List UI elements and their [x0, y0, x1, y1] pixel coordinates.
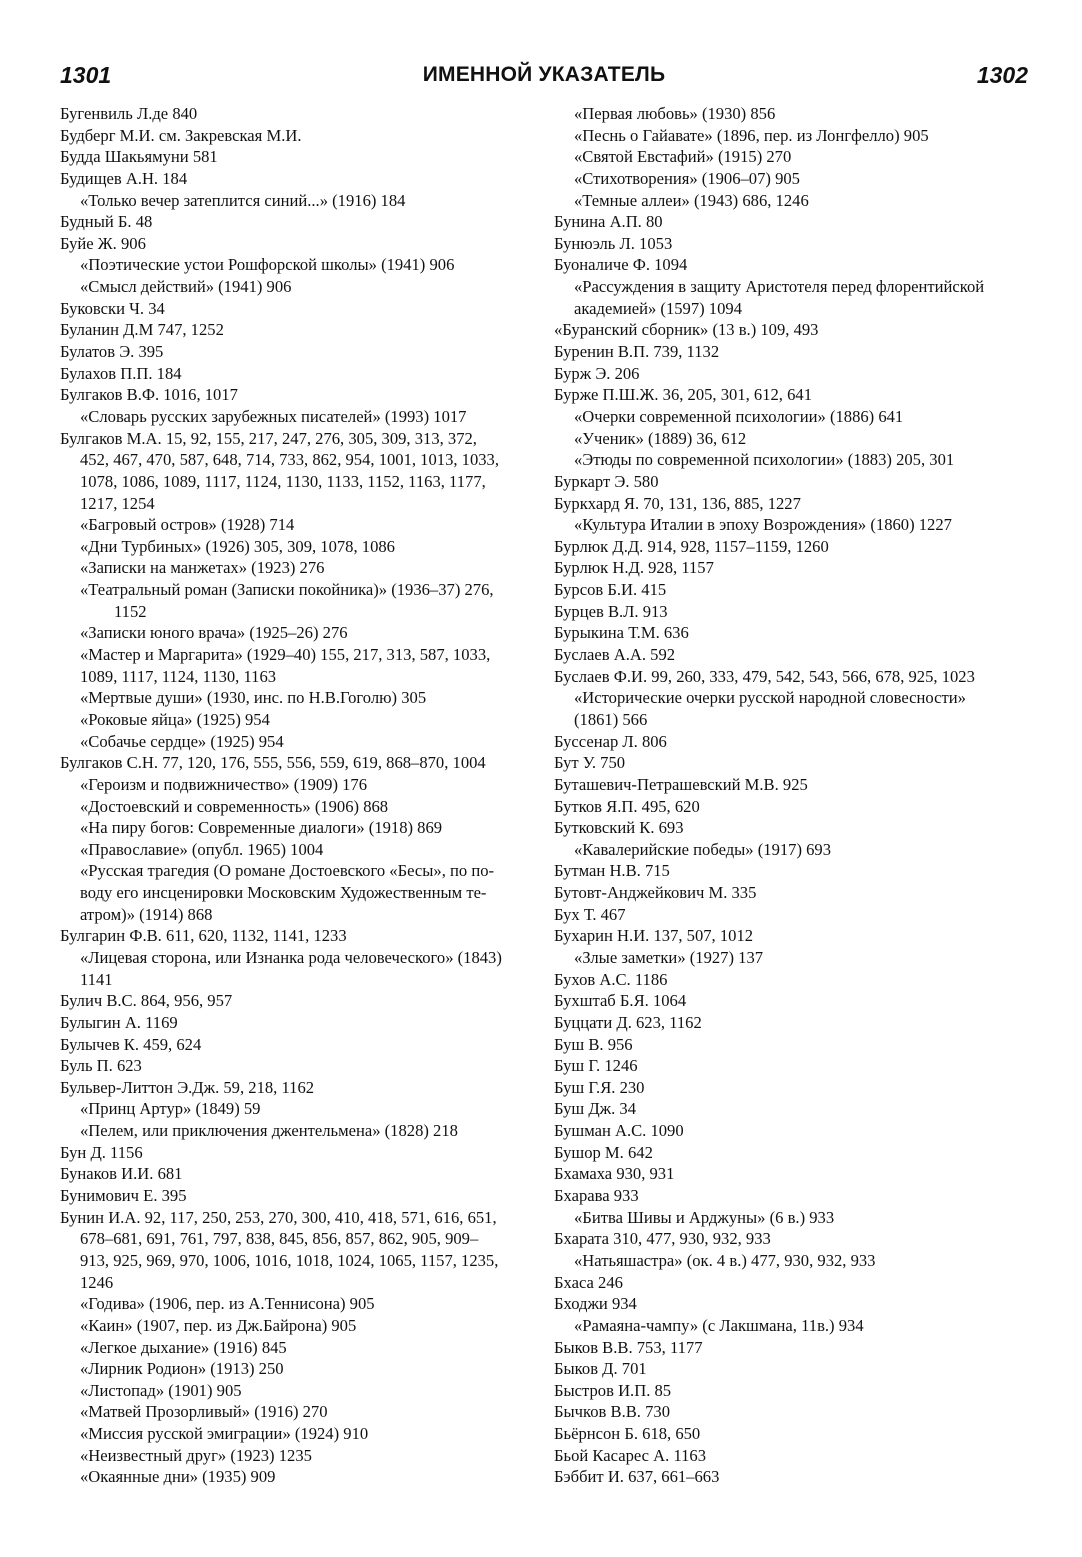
index-subentry: «Записки юного врача» (1925–26) 276	[80, 623, 348, 643]
index-subentry: «Смысл действий» (1941) 906	[80, 277, 292, 297]
index-subentry: «Стихотворения» (1906–07) 905	[574, 168, 800, 188]
index-entry: Бутков Я.П. 495, 620	[554, 796, 700, 816]
index-entry: Булыгин А. 1169	[60, 1012, 178, 1032]
index-subentry: «Битва Шивы и Арджуны» (6 в.) 933	[574, 1207, 835, 1227]
index-entry: Буслаев Ф.И. 99, 260, 333, 479, 542, 543, 566, 678, 925, 1023	[554, 666, 975, 686]
left-index-column	[60, 103, 528, 1488]
index-subentry: «Лирник Родион» (1913) 250	[80, 1359, 284, 1379]
index-entry: Быков Д. 701	[554, 1359, 647, 1379]
index-entry: Бьёрнсон Б. 618, 650	[554, 1424, 701, 1444]
index-entry: Бух Т. 467	[554, 904, 626, 924]
index-entry: Буш Дж. 34	[554, 1099, 637, 1119]
index-subentry: «Рамаяна-чампу» (с Лакшмана, 11в.) 934	[574, 1315, 864, 1335]
index-entry: Бульвер-Литтон Э.Дж. 59, 218, 1162	[60, 1077, 315, 1097]
index-subentry: «Мастер и Маргарита» (1929–40) 155, 217, 313, 587, 1033,	[80, 645, 491, 665]
index-subentry: «Этюды по современной психологии» (1883) 205, 301	[574, 450, 955, 470]
index-entry: Бутовт-Анджейкович М. 335	[554, 883, 757, 903]
index-subentry: 1217, 1254	[80, 493, 155, 513]
right-page-number: 1302	[976, 62, 1028, 88]
index-entry: Буренин В.П. 739, 1132	[554, 342, 720, 362]
index-entry: Буркарт Э. 580	[554, 471, 659, 491]
index-subentry: 678–681, 691, 761, 797, 838, 845, 856, 857, 862, 905, 909–	[80, 1229, 479, 1249]
index-entry: Буташевич-Петрашевский М.В. 925	[554, 774, 808, 794]
index-entry: Быстров И.П. 85	[554, 1380, 672, 1400]
index-entry: Буйе Ж. 906	[60, 233, 146, 253]
index-entry: Буслаев А.А. 592	[554, 645, 676, 665]
index-subentry: «Собачье сердце» (1925) 954	[80, 731, 284, 751]
index-entry: Бурыкина Т.М. 636	[554, 623, 689, 643]
index-subentry: «Очерки современной психологии» (1886) 641	[574, 406, 904, 426]
index-entry: Булгаков С.Н. 77, 120, 176, 555, 556, 559, 619, 868–870, 1004	[60, 753, 486, 773]
index-entry: Бун Д. 1156	[60, 1142, 143, 1162]
index-subentry: академией» (1597) 1094	[574, 298, 742, 318]
index-subentry: 1152	[114, 601, 147, 621]
index-subentry: 1089, 1117, 1124, 1130, 1163	[80, 666, 277, 686]
page-header	[60, 62, 1028, 92]
index-entry: Булахов П.П. 184	[60, 363, 182, 383]
index-entry: Булгарин Ф.В. 611, 620, 1132, 1141, 1233	[60, 926, 347, 946]
index-entry: Бэббит И. 637, 661–663	[554, 1467, 720, 1487]
index-entry: Бутман Н.В. 715	[554, 861, 670, 881]
index-entry: Бурлюк Д.Д. 914, 928, 1157–1159, 1260	[554, 536, 829, 556]
index-entry: Бурцев В.Л. 913	[554, 601, 668, 621]
index-subentry: «Окаянные дни» (1935) 909	[80, 1467, 276, 1487]
index-entry: Будищев А.Н. 184	[60, 168, 188, 188]
index-subentry: воду его инсценировки Московским Художественным те-	[80, 883, 487, 903]
index-entry: Бугенвиль Л.де 840	[60, 104, 198, 123]
index-subentry: «Годива» (1906, пер. из А.Теннисона) 905	[80, 1294, 375, 1314]
index-subentry: «Культура Италии в эпоху Возрождения» (1860) 1227	[574, 515, 952, 535]
index-subentry: «Кавалерийские победы» (1917) 693	[574, 839, 832, 859]
index-entry: Бходжи 934	[554, 1294, 637, 1314]
index-entry: Бхамаха 930, 931	[554, 1164, 675, 1184]
index-subentry: «Каин» (1907, пер. из Дж.Байрона) 905	[80, 1315, 357, 1335]
index-subentry: «Неизвестный друг» (1923) 1235	[80, 1445, 312, 1465]
index-subentry: «Словарь русских зарубежных писателей» (1993) 1017	[80, 406, 467, 426]
index-entry: Буш Г. 1246	[554, 1056, 638, 1076]
index-subentry: «Легкое дыхание» (1916) 845	[80, 1337, 287, 1357]
index-entry: Буоналиче Ф. 1094	[554, 255, 688, 275]
index-subentry: «Достоевский и современность» (1906) 868	[80, 796, 389, 816]
index-entry: Буш Г.Я. 230	[554, 1077, 645, 1097]
index-entry: Бунаков И.И. 681	[60, 1164, 183, 1184]
index-entry: Бут У. 750	[554, 753, 626, 773]
index-entry: Бьой Касарес А. 1163	[554, 1445, 707, 1465]
index-subentry: «Поэтические устои Рошфорской школы» (1941) 906	[80, 255, 455, 275]
index-entry: Бурж Э. 206	[554, 363, 640, 383]
index-entry: Булгаков М.А. 15, 92, 155, 217, 247, 276, 305, 309, 313, 372,	[60, 428, 477, 448]
index-subentry: «Только вечер затеплится синий...» (1916) 184	[80, 190, 406, 210]
index-entry: Бычков В.В. 730	[554, 1402, 670, 1422]
left-page-number: 1301	[60, 62, 112, 88]
index-subentry: «Злые заметки» (1927) 137	[574, 947, 764, 967]
index-entry: Бурсов Б.И. 415	[554, 580, 667, 600]
index-entry: Бхарата 310, 477, 930, 932, 933	[554, 1229, 771, 1249]
index-subentry: атром)» (1914) 868	[80, 904, 213, 924]
index-subentry: «Театральный роман (Записки покойника)» (1936–37) 276,	[80, 580, 494, 600]
index-entry: Бухштаб Б.Я. 1064	[554, 991, 687, 1011]
index-entry: Бунимович Е. 395	[60, 1186, 187, 1206]
index-subentry: «Русская трагедия (О романе Достоевского «Бесы», по по-	[80, 861, 495, 881]
index-subentry: «Песнь о Гайавате» (1896, пер. из Лонгфелло) 905	[574, 125, 929, 145]
index-entry: Булгаков В.Ф. 1016, 1017	[60, 385, 238, 405]
index-entry: Бухов А.С. 1186	[554, 969, 668, 989]
index-entry: Бурлюк Н.Д. 928, 1157	[554, 558, 714, 578]
index-subentry: «Героизм и подвижничество» (1909) 176	[80, 774, 368, 794]
index-subentry: «Исторические очерки русской народной словесности»	[574, 688, 966, 708]
index-subentry: «Святой Евстафий» (1915) 270	[574, 147, 792, 167]
index-subentry: «Ученик» (1889) 36, 612	[574, 428, 747, 448]
index-subentry: 913, 925, 969, 970, 1006, 1016, 1018, 1024, 1065, 1157, 1235,	[80, 1250, 499, 1270]
index-subentry: 1141	[80, 969, 113, 989]
index-entry: Будда Шакьямуни 581	[60, 147, 218, 167]
index-subentry: «Натьяшастра» (ок. 4 в.) 477, 930, 932, 933	[574, 1250, 876, 1270]
index-entry: Булич В.С. 864, 956, 957	[60, 991, 233, 1011]
index-subentry: «Дни Турбиных» (1926) 305, 309, 1078, 1086	[80, 536, 395, 556]
index-entry: Буркхард Я. 70, 131, 136, 885, 1227	[554, 493, 801, 513]
index-entry: Бухарин Н.И. 137, 507, 1012	[554, 926, 754, 946]
index-subentry: «На пиру богов: Современные диалоги» (1918) 869	[80, 818, 443, 838]
index-entry: Буланин Д.М 747, 1252	[60, 320, 224, 340]
index-entry: Бхаса 246	[554, 1272, 623, 1292]
index-entry: Буссенар Л. 806	[554, 731, 667, 751]
index-entry: Буш В. 956	[554, 1034, 633, 1054]
index-subentry: «Первая любовь» (1930) 856	[574, 104, 776, 123]
index-subentry: «Багровый остров» (1928) 714	[80, 515, 295, 535]
index-subentry: «Православие» (опубл. 1965) 1004	[80, 839, 324, 859]
index-subentry: «Роковые яйца» (1925) 954	[80, 709, 270, 729]
index-entry: Бунюэль Л. 1053	[554, 233, 673, 253]
index-entry: Бушман А.С. 1090	[554, 1121, 684, 1141]
index-entry: Бурже П.Ш.Ж. 36, 205, 301, 612, 641	[554, 385, 812, 405]
index-entry: Быков В.В. 753, 1177	[554, 1337, 703, 1357]
index-subentry: «Пелем, или приключения джентельмена» (1828) 218	[80, 1121, 458, 1141]
index-entry: Булычев К. 459, 624	[60, 1034, 202, 1054]
index-subentry: «Записки на манжетах» (1923) 276	[80, 558, 325, 578]
index-subentry: «Лицевая сторона, или Изнанка рода человеческого» (1843)	[80, 947, 502, 967]
index-subentry: «Матвей Прозорливый» (1916) 270	[80, 1402, 328, 1422]
index-subentry: «Мертвые души» (1930, инс. по Н.В.Гоголю) 305	[80, 688, 427, 708]
index-entry: Бхарава 933	[554, 1186, 639, 1206]
index-entry: Бушор М. 642	[554, 1142, 653, 1162]
index-entry: Бунин И.А. 92, 117, 250, 253, 270, 300, 410, 418, 571, 616, 651,	[60, 1207, 497, 1227]
index-entry: Будный Б. 48	[60, 212, 153, 232]
index-subentry: «Принц Артур» (1849) 59	[80, 1099, 261, 1119]
index-subentry: «Рассуждения в защиту Аристотеля перед флорентийской	[574, 277, 985, 297]
page-title: ИМЕННОЙ УКАЗАТЕЛЬ	[422, 63, 666, 86]
index-subentry: «Листопад» (1901) 905	[80, 1380, 242, 1400]
index-subentry: «Миссия русской эмиграции» (1924) 910	[80, 1424, 369, 1444]
index-entry: Булатов Э. 395	[60, 342, 164, 362]
index-subentry: 452, 467, 470, 587, 648, 714, 733, 862, 954, 1001, 1013, 1033,	[80, 450, 499, 470]
index-entry: Бутковский К. 693	[554, 818, 684, 838]
index-subentry: 1078, 1086, 1089, 1117, 1124, 1130, 1133, 1152, 1163, 1177,	[80, 471, 486, 491]
index-subentry: 1246	[80, 1272, 114, 1292]
index-entry: Буццати Д. 623, 1162	[554, 1012, 702, 1032]
index-entry: «Буранский сборник» (13 в.) 109, 493	[554, 320, 819, 340]
index-entry: Будберг М.И. см. Закревская М.И.	[60, 125, 302, 145]
index-subentry: «Темные аллеи» (1943) 686, 1246	[574, 190, 809, 210]
index-subentry: (1861) 566	[574, 709, 648, 729]
index-entry: Буль П. 623	[60, 1056, 142, 1076]
right-index-column	[554, 103, 1028, 1488]
index-entry: Буковски Ч. 34	[60, 298, 165, 318]
index-entry: Бунина А.П. 80	[554, 212, 663, 232]
